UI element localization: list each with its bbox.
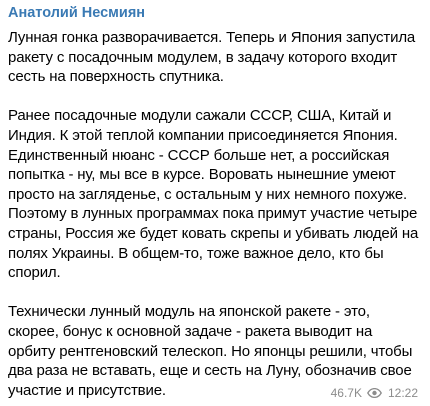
- author-name[interactable]: Анатолий Несмиян: [8, 5, 146, 21]
- post-meta: [331, 386, 418, 400]
- post-paragraph-2: Ранее посадочные модули сажали СССР, США, Китай и Индия. К этой теплой компании присоединяется Япония. Единственный нюанс - СССР больше нет, а российская попытка - ну, мы все в курсе. Воровать нынешние умеют просто на загляденье, с остальным у них немного похуже. Поэтому в лунных программах пока примут участие четыре страны, Россия же будет ковать скрепы и убивать людей на полях Украины. В общем-то, тоже важное дело, кто бы спорил.: [8, 107, 419, 282]
- post-paragraph-1: Лунная гонка разворачивается. Теперь и Япония запустила ракету с посадочным модулем, в задачу которого входит сесть на поверхность спутника.: [8, 29, 416, 86]
- view-count: 46.7K: [330, 386, 362, 400]
- eye-icon: [367, 387, 383, 399]
- post-paragraph-3: Технически лунный модуль на японской ракете - это, скорее, бонус к основной задаче - ракета выводит на орбиту рентгеновский телескоп. Но японцы решили, чтобы два раза не вставать, еще и сесть на Луну, обозначив свое участие и присутствие.: [8, 303, 413, 399]
- post-time: 12:22: [387, 386, 418, 400]
